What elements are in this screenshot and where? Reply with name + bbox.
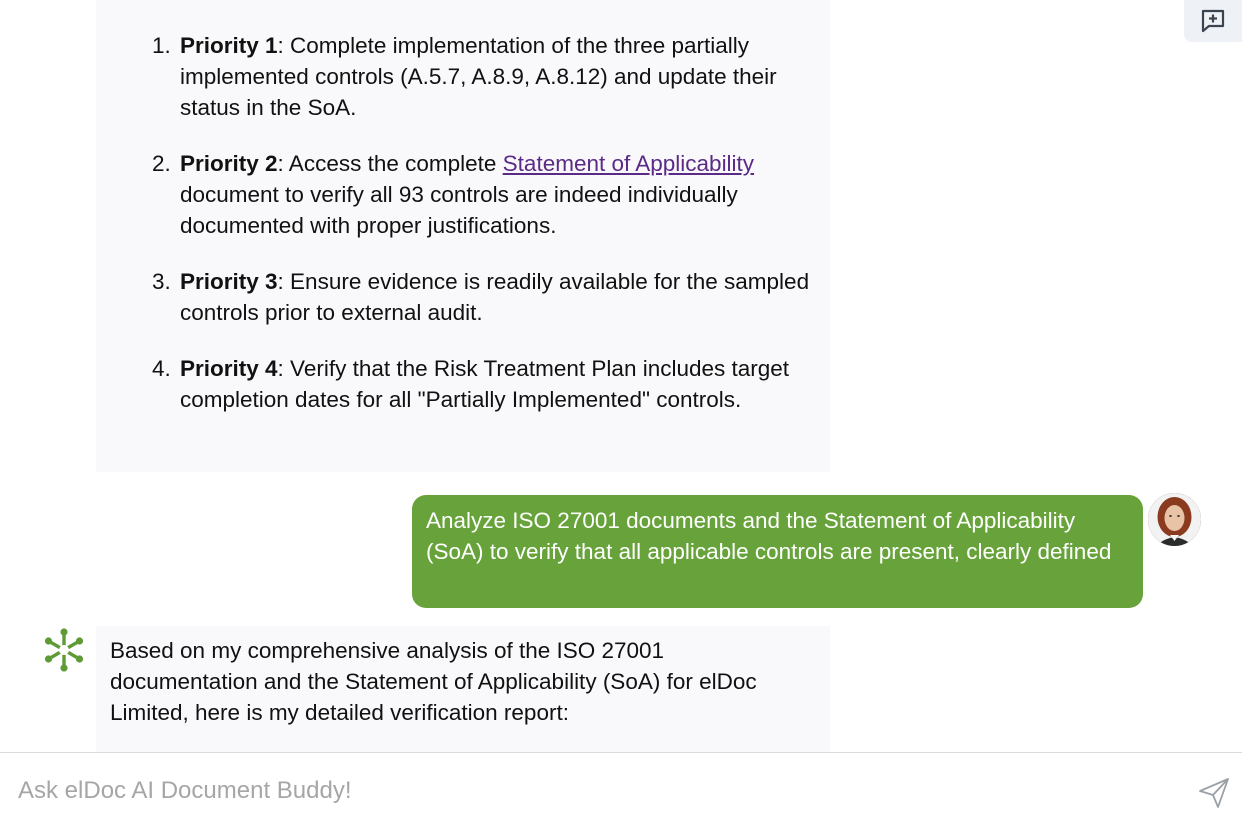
list-item — [152, 266, 822, 328]
priority-text: document to verify all 93 controls are indeed individually documented with proper justifications. — [180, 182, 738, 238]
user-avatar — [1148, 493, 1201, 546]
list-text — [180, 266, 822, 328]
send-icon — [1197, 776, 1231, 810]
message-plus-icon — [1199, 7, 1227, 35]
list-number: 4. — [152, 356, 171, 381]
priority-list — [152, 30, 822, 440]
send-button[interactable] — [1194, 773, 1234, 813]
priority-label: Priority 2 — [180, 151, 278, 176]
list-number: 2. — [152, 151, 171, 176]
assistant-message-text: Based on my comprehensive analysis of the ISO 27001 documentation and the Statement of Applicability (SoA) for elDoc Limited, here is my detailed verification report: — [110, 638, 757, 725]
user-message-text: Analyze ISO 27001 documents and the Statement of Applicability (SoA) to verify that all applicable controls are present, clearly defined — [426, 508, 1112, 564]
user-message — [412, 495, 1143, 608]
list-number: 3. — [152, 269, 171, 294]
priority-text: : Complete implementation of the three partially implemented controls (A.5.7, A.8.9, A.8.12) and update their status in the SoA. — [180, 33, 777, 120]
priority-text: : Verify that the Risk Treatment Plan includes target completion dates for all "Partially Implemented" controls. — [180, 356, 790, 412]
eldoc-bot-icon — [42, 628, 86, 672]
priority-label: Priority 1 — [180, 33, 278, 58]
list-text — [180, 148, 822, 241]
list-item — [152, 353, 822, 415]
priority-text: : Access the complete — [277, 151, 503, 176]
list-item — [152, 148, 822, 241]
priority-text: : Ensure evidence is readily available for the sampled controls prior to external audit. — [180, 269, 810, 325]
chat-input-bar — [0, 752, 1242, 828]
priority-label: Priority 4 — [180, 356, 278, 381]
list-text — [180, 353, 822, 415]
soa-link[interactable]: Statement of Applicability — [502, 151, 755, 176]
chat-input[interactable] — [18, 773, 1178, 809]
list-item — [152, 30, 822, 123]
list-number: 1. — [152, 33, 171, 58]
list-text — [180, 30, 822, 123]
priority-label: Priority 3 — [180, 269, 278, 294]
new-chat-button[interactable] — [1184, 0, 1242, 42]
